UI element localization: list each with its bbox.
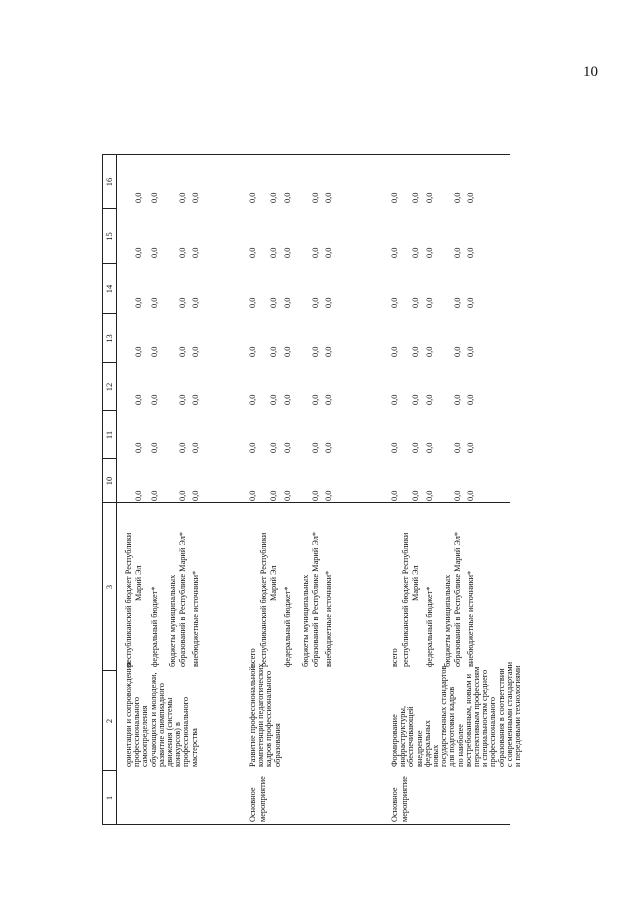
value-cell: 0,0 [410,192,420,203]
value-cell: 0,0 [133,297,143,308]
value-cell: 0,0 [410,442,420,453]
value-cell: 0,0 [283,297,292,308]
value-cell: 0,0 [191,394,200,405]
funding-source: Марий Эл [268,565,278,601]
value-cell: 0,0 [425,442,434,453]
value-cell: 0,0 [452,297,462,308]
column-header: 1 [104,795,114,801]
funding-source: внебюджетные источники* [324,570,333,667]
value-cell: 0,0 [324,442,333,453]
value-cell: 0,0 [133,442,143,453]
column-header: 11 [104,430,114,440]
value-cell: 0,0 [425,346,434,357]
value-cell: 0,0 [177,442,187,453]
value-cell: 0,0 [466,394,475,405]
event-description: обеспечивающей [406,706,416,767]
value-cell: 0,0 [177,490,187,501]
event-description: с современными стандартами [504,661,514,767]
value-cell: 0,0 [452,247,462,258]
header-bottom-rule [116,155,117,825]
event-description: перспективным профессиям [472,666,481,767]
value-cell: 0,0 [268,442,278,453]
value-cell: 0,0 [248,490,257,501]
value-cell: 0,0 [452,192,462,203]
funding-source: бюджеты муниципальных [443,574,452,667]
value-cell: 0,0 [191,192,200,203]
value-cell: 0,0 [466,297,475,308]
value-cell: 0,0 [150,247,159,258]
value-cell: 0,0 [310,297,320,308]
event-description: мастерства [189,728,199,767]
funding-source: республиканский бюджет Республики [259,532,268,667]
event-description: профессионального [488,696,498,767]
value-cell: 0,0 [177,192,187,203]
funding-source: федеральный бюджет* [425,586,434,667]
value-cell: 0,0 [390,297,399,308]
value-cell: 0,0 [283,346,292,357]
column-header: 16 [104,177,114,187]
column-rule [102,154,510,155]
value-cell: 0,0 [310,192,320,203]
event-description: и передовыми технологиями [513,665,522,767]
value-cell: 0,0 [248,442,257,453]
column-header: 13 [104,334,114,343]
column-header: 2 [104,718,114,724]
value-cell: 0,0 [390,247,399,258]
event-description: и специальностям среднего [480,669,490,767]
value-cell: 0,0 [324,346,333,357]
value-cell: 0,0 [150,442,159,453]
event-description: ориентации и сопровождения [124,662,133,767]
budget-table [102,80,520,825]
value-cell: 0,0 [425,490,434,501]
value-cell: 0,0 [390,346,399,357]
event-description: конкурсов) в [173,722,183,767]
column-header: 14 [104,284,114,294]
value-cell: 0,0 [133,192,143,203]
value-cell: 0,0 [248,192,257,203]
value-cell: 0,0 [390,394,399,405]
funding-source: Марий Эл [410,565,420,601]
value-cell: 0,0 [191,297,200,308]
column-header: 3 [104,584,114,590]
funding-source: образований в Республике Марий Эл* [452,531,462,667]
funding-source: внебюджетные источники* [466,570,475,667]
value-cell: 0,0 [150,394,159,405]
funding-source: Марий Эл [133,565,143,601]
value-cell: 0,0 [324,490,333,501]
event-description: образования в соответствии [496,668,506,767]
value-cell: 0,0 [466,247,475,258]
funding-source: республиканский бюджет Республики [401,532,410,667]
value-cell: 0,0 [466,192,475,203]
value-cell: 0,0 [133,346,143,357]
value-cell: 0,0 [324,297,333,308]
funding-source: внебюджетные источники* [191,570,200,667]
column-rule [102,502,510,503]
value-cell: 0,0 [268,490,278,501]
value-cell: 0,0 [283,247,292,258]
value-cell: 0,0 [268,297,278,308]
funding-source: федеральный бюджет* [283,586,292,667]
value-cell: 0,0 [310,346,320,357]
value-cell: 0,0 [324,192,333,203]
value-cell: 0,0 [248,297,257,308]
value-cell: 0,0 [191,490,200,501]
value-cell: 0,0 [466,442,475,453]
event-type-label: Основное [248,787,257,822]
value-cell: 0,0 [150,490,159,501]
value-cell: 0,0 [390,442,399,453]
value-cell: 0,0 [248,394,257,405]
event-description: для подготовки кадров [447,686,457,767]
funding-source: всего [248,648,257,667]
value-cell: 0,0 [150,192,159,203]
value-cell: 0,0 [410,247,420,258]
value-cell: 0,0 [248,346,257,357]
funding-source: всего [390,648,399,667]
value-cell: 0,0 [390,192,399,203]
funding-source: образований в Республике Марий Эл* [310,531,320,667]
value-cell: 0,0 [310,394,320,405]
event-description: по наиболее [455,724,465,767]
value-cell: 0,0 [283,192,292,203]
value-cell: 0,0 [324,247,333,258]
value-cell: 0,0 [410,297,420,308]
event-description: востребованным, новым и [463,673,473,767]
funding-source: республиканский бюджет Республики [124,532,133,667]
value-cell: 0,0 [191,247,200,258]
value-cell: 0,0 [191,346,200,357]
value-cell: 0,0 [150,346,159,357]
value-cell: 0,0 [177,394,187,405]
value-cell: 0,0 [410,346,420,357]
value-cell: 0,0 [248,247,257,258]
value-cell: 0,0 [425,247,434,258]
value-cell: 0,0 [133,490,143,501]
event-description: новых [431,744,440,767]
value-cell: 0,0 [268,247,278,258]
funding-source: федеральный бюджет* [150,586,159,667]
event-description: профессионального [181,696,191,767]
funding-source: бюджеты муниципальных [168,574,177,667]
value-cell: 0,0 [268,394,278,405]
value-cell: 0,0 [268,192,278,203]
value-cell: 0,0 [310,490,320,501]
event-description: федеральных [422,720,432,767]
event-type-label: мероприятие [258,776,268,822]
column-rule [102,824,510,825]
value-cell: 0,0 [452,442,462,453]
value-cell: 0,0 [177,346,187,357]
event-description: Формирование [390,714,399,767]
value-cell: 0,0 [268,346,278,357]
value-cell: 0,0 [177,297,187,308]
value-cell: 0,0 [466,346,475,357]
value-cell: 0,0 [310,442,320,453]
value-cell: 0,0 [452,490,462,501]
value-cell: 0,0 [283,442,292,453]
value-cell: 0,0 [133,394,143,405]
value-cell: 0,0 [425,297,434,308]
event-description: кадров профессионального [264,670,274,767]
event-description: внедрение [414,730,424,767]
value-cell: 0,0 [410,394,420,405]
event-description: инфраструктуры, [398,705,408,767]
value-cell: 0,0 [425,394,434,405]
value-cell: 0,0 [283,394,292,405]
value-cell: 0,0 [310,247,320,258]
value-cell: 0,0 [452,394,462,405]
value-cell: 0,0 [452,346,462,357]
funding-source: бюджеты муниципальных [301,574,310,667]
event-description: государственных стандартов [439,665,449,767]
value-cell: 0,0 [425,192,434,203]
event-description: развитие олимпиадного [156,683,166,767]
value-cell: 0,0 [133,247,143,258]
event-description: самоопределения [140,705,150,767]
page-number: 10 [583,64,598,80]
value-cell: 0,0 [410,490,420,501]
event-description: образования [272,723,282,767]
value-cell: 0,0 [466,490,475,501]
event-description: компетенции педагогических [256,663,266,767]
column-header: 10 [104,476,114,486]
value-cell: 0,0 [150,297,159,308]
funding-source: образований в Республике Марий Эл* [177,531,187,667]
event-description: обучающихся и молодежи, [148,672,158,767]
column-header: 12 [104,382,114,392]
event-description: Развитие профессиональной [248,666,257,767]
value-cell: 0,0 [283,490,292,501]
event-description: профессионального [132,696,142,767]
value-cell: 0,0 [390,490,399,501]
event-type-label: Основное [390,787,399,822]
column-header: 15 [104,232,114,241]
value-cell: 0,0 [191,442,200,453]
event-type-label: мероприятие [400,776,410,822]
value-cell: 0,0 [177,247,187,258]
value-cell: 0,0 [324,394,333,405]
event-description: движения (системы [165,697,174,767]
